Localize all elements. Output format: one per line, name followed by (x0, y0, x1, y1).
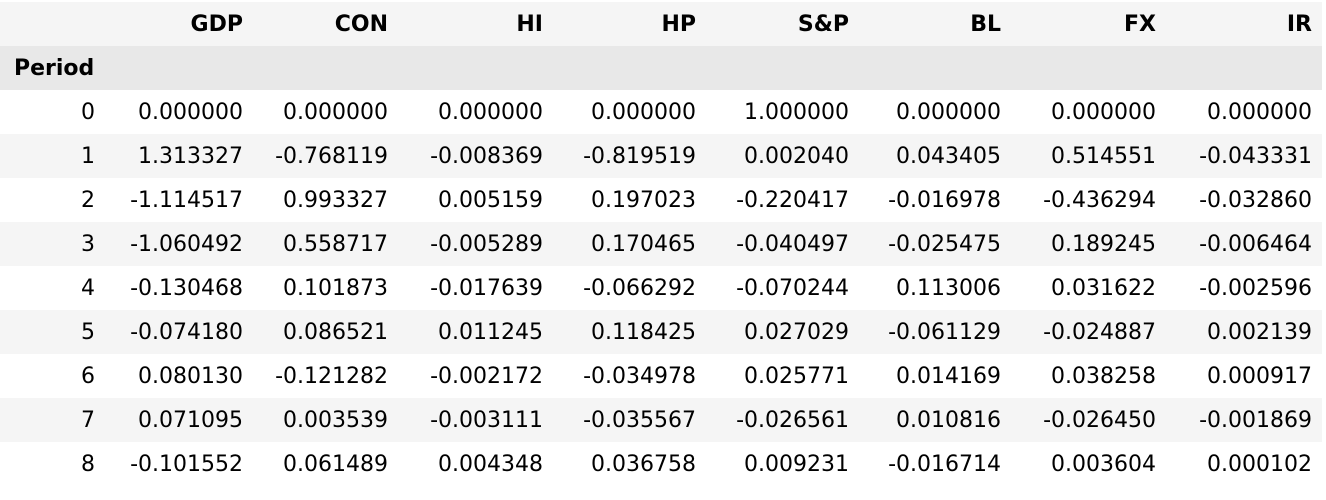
column-header-gdp: GDP (105, 2, 253, 46)
column-header-sp: S&P (706, 2, 859, 46)
table-cell: 0.011245 (398, 310, 553, 354)
table-cell: 0.004348 (398, 442, 553, 486)
table-cell: 0.003604 (1011, 442, 1166, 486)
table-row (0, 134, 1322, 178)
table-row (0, 354, 1322, 398)
table-cell: 0.080130 (105, 354, 253, 398)
table-cell: 1.313327 (105, 134, 253, 178)
table-cell: -1.114517 (105, 178, 253, 222)
table-cell: 0.000000 (398, 90, 553, 134)
table-cell: -0.024887 (1011, 310, 1166, 354)
table-cell: 0.993327 (253, 178, 398, 222)
table-cell: 0.025771 (706, 354, 859, 398)
table-body (0, 90, 1322, 486)
table-cell: 0.118425 (553, 310, 706, 354)
table-cell: -0.026561 (706, 398, 859, 442)
table-cell: 0.558717 (253, 222, 398, 266)
table-cell: 0.000917 (1166, 354, 1322, 398)
table-cell: -0.043331 (1166, 134, 1322, 178)
row-index-cell: 7 (0, 398, 105, 442)
index-name: Period (0, 46, 105, 90)
column-header-hi: HI (398, 2, 553, 46)
row-index-cell: 2 (0, 178, 105, 222)
table-cell: -0.017639 (398, 266, 553, 310)
table-cell: 0.009231 (706, 442, 859, 486)
table-cell: -0.005289 (398, 222, 553, 266)
dataframe-table (0, 2, 1322, 486)
table-cell: -0.130468 (105, 266, 253, 310)
table-cell: 0.000102 (1166, 442, 1322, 486)
table-cell: 0.189245 (1011, 222, 1166, 266)
row-index-cell: 5 (0, 310, 105, 354)
column-header-bl: BL (859, 2, 1011, 46)
table-cell: 0.000000 (859, 90, 1011, 134)
table-cell: 0.038258 (1011, 354, 1166, 398)
table-cell: -0.035567 (553, 398, 706, 442)
table-cell: 0.000000 (253, 90, 398, 134)
table-cell: 0.197023 (553, 178, 706, 222)
table-row (0, 442, 1322, 486)
row-index-cell: 3 (0, 222, 105, 266)
table-cell: 1.000000 (706, 90, 859, 134)
column-header-row (0, 2, 1322, 46)
table-cell: -0.002172 (398, 354, 553, 398)
table-cell: -0.034978 (553, 354, 706, 398)
table-cell: -0.006464 (1166, 222, 1322, 266)
table-row (0, 310, 1322, 354)
table-cell: 0.010816 (859, 398, 1011, 442)
table-cell: 0.003539 (253, 398, 398, 442)
table-cell: -0.819519 (553, 134, 706, 178)
table-cell: 0.036758 (553, 442, 706, 486)
table-cell: 0.113006 (859, 266, 1011, 310)
table-cell: 0.514551 (1011, 134, 1166, 178)
table-cell: -0.101552 (105, 442, 253, 486)
table-cell: 0.000000 (1011, 90, 1166, 134)
corner-cell (0, 2, 105, 46)
row-index-cell: 1 (0, 134, 105, 178)
table-cell: -0.121282 (253, 354, 398, 398)
column-header-fx: FX (1011, 2, 1166, 46)
table-cell: 0.031622 (1011, 266, 1166, 310)
table-cell: -0.436294 (1011, 178, 1166, 222)
table-cell: 0.061489 (253, 442, 398, 486)
table-cell: 0.002040 (706, 134, 859, 178)
table-cell: -1.060492 (105, 222, 253, 266)
table-row (0, 178, 1322, 222)
table-row (0, 222, 1322, 266)
table-cell: -0.220417 (706, 178, 859, 222)
row-index-cell: 4 (0, 266, 105, 310)
table-cell: -0.025475 (859, 222, 1011, 266)
table-cell: -0.032860 (1166, 178, 1322, 222)
table-cell: 0.000000 (1166, 90, 1322, 134)
table-cell: -0.040497 (706, 222, 859, 266)
table-cell: 0.002139 (1166, 310, 1322, 354)
table-cell: -0.026450 (1011, 398, 1166, 442)
table-cell: 0.170465 (553, 222, 706, 266)
table-cell: -0.074180 (105, 310, 253, 354)
table-cell: -0.001869 (1166, 398, 1322, 442)
table-header (0, 2, 1322, 90)
table-cell: 0.043405 (859, 134, 1011, 178)
table-cell: 0.101873 (253, 266, 398, 310)
table-cell: 0.027029 (706, 310, 859, 354)
table-row (0, 398, 1322, 442)
table-cell: -0.768119 (253, 134, 398, 178)
table-cell: 0.014169 (859, 354, 1011, 398)
table-cell: 0.071095 (105, 398, 253, 442)
column-header-hp: HP (553, 2, 706, 46)
table-cell: 0.086521 (253, 310, 398, 354)
table-cell: -0.003111 (398, 398, 553, 442)
table-cell: 0.005159 (398, 178, 553, 222)
table-cell: -0.016978 (859, 178, 1011, 222)
index-name-row (0, 46, 1322, 90)
table-cell: -0.002596 (1166, 266, 1322, 310)
table-row (0, 266, 1322, 310)
row-index-cell: 8 (0, 442, 105, 486)
row-index-cell: 6 (0, 354, 105, 398)
table-cell: -0.016714 (859, 442, 1011, 486)
table-row (0, 90, 1322, 134)
table-cell: -0.061129 (859, 310, 1011, 354)
table-cell: -0.008369 (398, 134, 553, 178)
table-cell: -0.070244 (706, 266, 859, 310)
column-header-con: CON (253, 2, 398, 46)
table-cell: 0.000000 (553, 90, 706, 134)
column-header-ir: IR (1166, 2, 1322, 46)
table-cell: 0.000000 (105, 90, 253, 134)
row-index-cell: 0 (0, 90, 105, 134)
table-cell: -0.066292 (553, 266, 706, 310)
